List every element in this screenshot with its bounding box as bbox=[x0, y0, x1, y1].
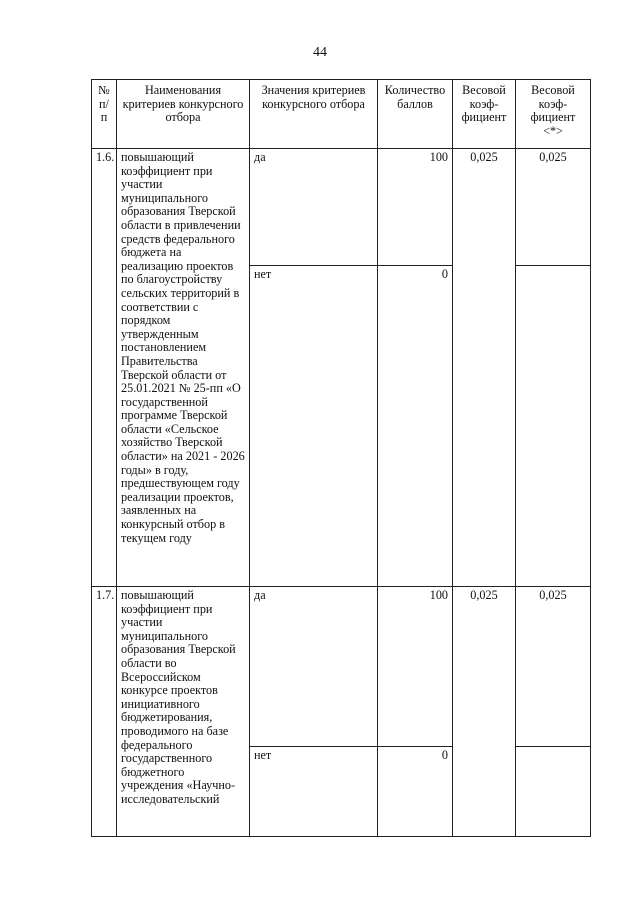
header-weight-note: Весовой коэф-фициент <*> bbox=[516, 80, 591, 149]
table-row bbox=[92, 149, 591, 266]
empty-cell bbox=[516, 747, 591, 837]
empty-cell bbox=[516, 266, 591, 587]
criterion-points: 100 bbox=[378, 149, 453, 266]
header-name: Наименования критериев конкурсного отбора bbox=[117, 80, 250, 149]
row-number: 1.7. bbox=[92, 587, 117, 837]
table-header-row bbox=[92, 80, 591, 149]
criterion-value: нет bbox=[250, 747, 378, 837]
criterion-value: да bbox=[250, 149, 378, 266]
header-weight: Весовой коэф-фициент bbox=[453, 80, 516, 149]
criterion-points: 0 bbox=[378, 266, 453, 587]
header-value: Значения критериев конкурсного отбора bbox=[250, 80, 378, 149]
page-number: 44 bbox=[313, 45, 327, 60]
header-points: Количество баллов bbox=[378, 80, 453, 149]
criterion-value: да bbox=[250, 587, 378, 747]
criteria-table bbox=[91, 79, 591, 837]
criterion-points: 0 bbox=[378, 747, 453, 837]
row-number: 1.6. bbox=[92, 149, 117, 587]
weight-coefficient: 0,025 bbox=[453, 149, 516, 587]
table-row bbox=[92, 587, 591, 747]
header-num: № п/п bbox=[92, 80, 117, 149]
weight-coefficient-note: 0,025 bbox=[516, 149, 591, 266]
weight-coefficient-note: 0,025 bbox=[516, 587, 591, 747]
criterion-value: нет bbox=[250, 266, 378, 587]
criterion-name: повышающий коэффициент при участии муниципального образования Тверской области в привлечении средств федерального бюджета на реализацию проектов по благоустройству сельских территорий в соответствии с порядком утвержденным постановлением Правительства Тверской области от 25.01.2021 № 25-пп «О государственной программе Тверской области «Сельское хозяйство Тверской области» на 2021 - 2026 годы» в году, предшествующем году реализации проектов, заявленных на конкурсный отбор в текущем году bbox=[117, 149, 250, 587]
criterion-points: 100 bbox=[378, 587, 453, 747]
weight-coefficient: 0,025 bbox=[453, 587, 516, 837]
criterion-name: повышающий коэффициент при участии муниципального образования Тверской области во Всероссийском конкурсе проектов инициативного бюджетирования, проводимого на базе федерального государственного бюджетного учреждения «Научно-исследовательский bbox=[117, 587, 250, 837]
